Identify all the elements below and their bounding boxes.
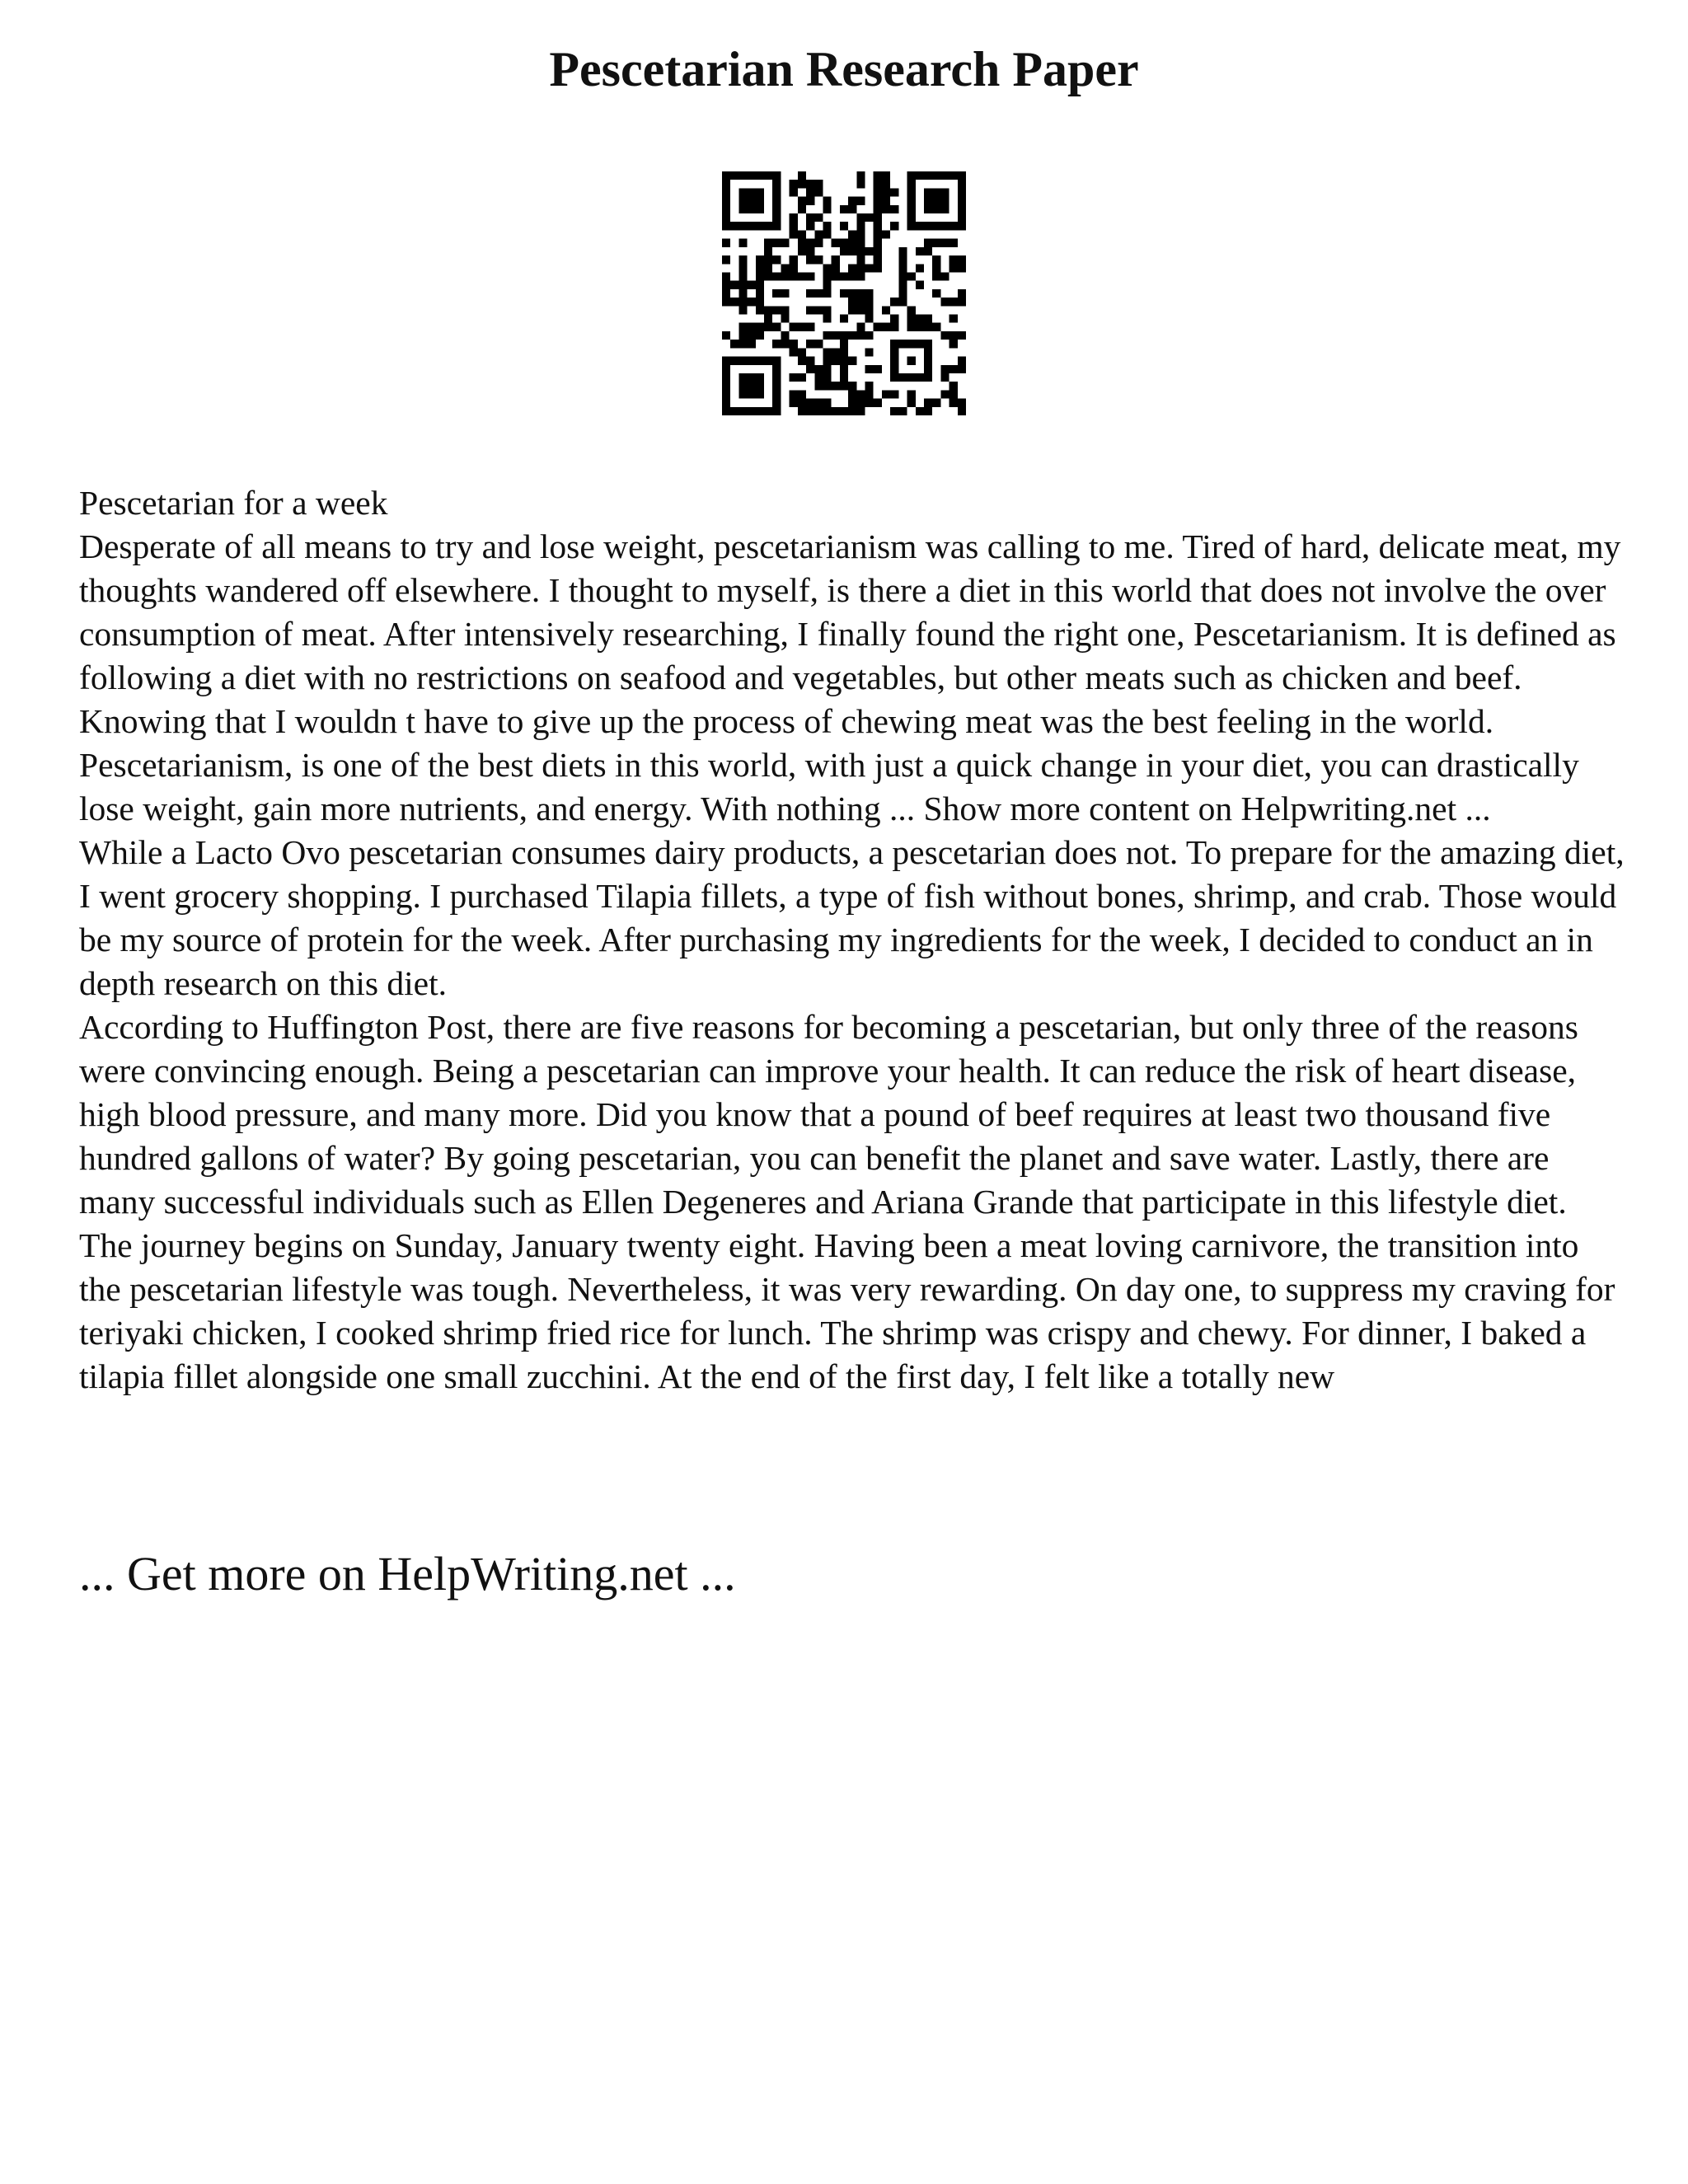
paragraph-heading: Pescetarian for a week: [79, 484, 388, 522]
document-body: [79, 481, 1629, 1399]
qr-code-icon[interactable]: [722, 171, 966, 415]
page-title: Pescetarian Research Paper: [549, 42, 1139, 96]
paragraph: Desperate of all means to try and lose weight, pescetarianism was calling to me. Tired of hard, delicate meat, my thoughts wandered off elsewhere. I thought to myself, is there a diet in this world that does not involve the over consumption of meat. After intensively researching, I finally found the right one, Pescetarianism. It is defined as following a diet with no restrictions on seafood and vegetables, but other meats such as chicken and beef. Knowing that I wouldn t have to give up the process of chewing meat was the best feeling in the world. Pescetarianism, is one of the best diets in this world, with just a quick change in your diet, you can drastically lose weight, gain more nutrients, and energy. With nothing ... Show more content on Helpwriting.net ...: [79, 527, 1621, 827]
get-more-link[interactable]: ... Get more on HelpWriting.net ...: [79, 1547, 736, 1601]
paragraph: According to Huffington Post, there are five reasons for becoming a pescetarian, but only three of the reasons were convincing enough. Being a pescetarian can improve your health. It can reduce the risk of heart disease, high blood pressure, and many more. Did you know that a pound of beef requires at least two thousand five hundred gallons of water? By going pescetarian, you can benefit the planet and save water. Lastly, there are many successful individuals such as Ellen Degeneres and Ariana Grande that participate in this lifestyle diet.: [79, 1008, 1578, 1221]
paragraph: While a Lacto Ovo pescetarian consumes dairy products, a pescetarian does not. To prepare for the amazing diet, I went grocery shopping. I purchased Tilapia fillets, a type of fish without bones, shrimp, and crab. Those would be my source of protein for the week. After purchasing my ingredients for the week, I decided to conduct an in depth research on this diet.: [79, 833, 1625, 1002]
paragraph: The journey begins on Sunday, January twenty eight. Having been a meat loving carnivore, the transition into the pescetarian lifestyle was tough. Nevertheless, it was very rewarding. On day one, to suppress my craving for teriyaki chicken, I cooked shrimp fried rice for lunch. The shrimp was crispy and chewy. For dinner, I baked a tilapia fillet alongside one small zucchini. At the end of the first day, I felt like a totally new: [79, 1226, 1615, 1395]
